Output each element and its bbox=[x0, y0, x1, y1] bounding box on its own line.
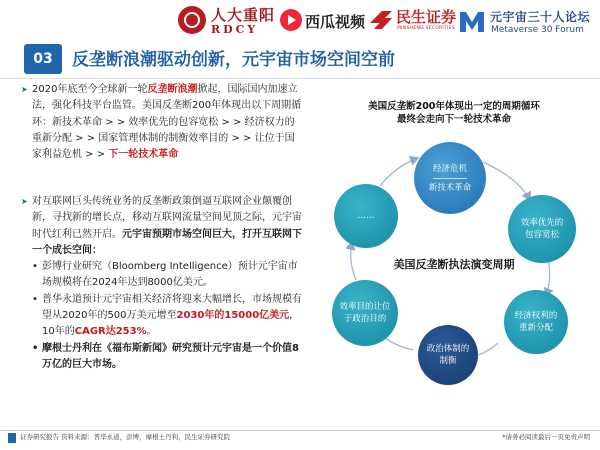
node-text: 经济权利的 bbox=[514, 311, 558, 321]
node-text: 于政治目的 bbox=[343, 314, 387, 324]
bullet-pwc-a: 普华永道预计元宇宙相关经济将迎来大幅增长，市场规模有望从2020年的500万美元增至 bbox=[42, 293, 302, 322]
diagram-title-line1: 美国反垄断200年体现出一定的周期循环 bbox=[368, 101, 540, 112]
meta30-english: Metaverse 30 Forum bbox=[491, 25, 584, 35]
bullet-pwc-end: 。 bbox=[146, 326, 157, 338]
node-text: 经济危机 bbox=[432, 163, 467, 174]
xigua-name: 西瓜视频 bbox=[305, 13, 366, 31]
list-item bbox=[32, 292, 302, 341]
antitrust-cycle-diagram bbox=[318, 100, 590, 400]
list-item bbox=[32, 259, 302, 292]
node-text: 包容宽松 bbox=[524, 230, 559, 240]
node-text: 重新分配 bbox=[518, 323, 553, 333]
minsheng-mark-icon bbox=[368, 9, 394, 31]
meta30-mark-icon bbox=[458, 10, 486, 34]
cycle-node-political-goals bbox=[332, 280, 398, 346]
rdcy-logo bbox=[178, 5, 276, 39]
meta30-name: 元宇宙三十人论坛 bbox=[490, 10, 591, 24]
bullet-dot-icon: • bbox=[32, 293, 38, 305]
para1-text-b: 掀起，国际国内加速立法，强化科技平台监管。美国反垄断200年体现出以下周期循环：新技术革命 > > 效率优先的包容宽松 > > 经济权力的重新分配 > > 国家管理体制的制衡效率目的 > > 让位于国家利益危机 > > bbox=[32, 84, 302, 161]
minsheng-name: 民生证券 bbox=[396, 8, 457, 26]
cycle-node-tech-revolution bbox=[414, 142, 486, 214]
paragraph-metaverse-market bbox=[21, 194, 302, 373]
rdcy-abbr: RDCY bbox=[211, 23, 259, 36]
node-text: 新技术革命 bbox=[428, 182, 472, 193]
bullet-dot-icon: • bbox=[32, 342, 39, 354]
node-text: 效率优先的 bbox=[520, 218, 564, 228]
bullet-morgan-stanley: 摩根士丹利在《福布斯新闻》研究预计元宇宙是一个价值8万亿的巨大市场。 bbox=[42, 342, 299, 370]
bullet-pwc-c: ，10年的 bbox=[42, 310, 300, 338]
list-item bbox=[32, 341, 302, 374]
arrow-bullet-icon: ➤ bbox=[21, 197, 28, 206]
para1-text-a: 2020年底至今全球新一轮 bbox=[32, 84, 148, 95]
title-divider bbox=[0, 78, 600, 79]
logo-bar bbox=[0, 0, 600, 40]
bullet-pwc-cagr: CAGR达253% bbox=[74, 326, 147, 338]
cycle-node-political-checks bbox=[418, 325, 478, 385]
minsheng-english: MINSHENG SECURITIES bbox=[397, 26, 456, 31]
cycle-node-redistribution bbox=[504, 290, 568, 354]
cycle-node-efficiency bbox=[508, 195, 576, 263]
bullet-pwc-highlight: 2030年的15000亿美元 bbox=[176, 310, 290, 322]
node-text: 效率目的让位 bbox=[339, 302, 391, 312]
rdcy-seal-icon bbox=[178, 6, 206, 34]
para1-highlight-b: 下一轮技术革命 bbox=[108, 149, 179, 161]
rdcy-name: 人大重阳 bbox=[211, 6, 276, 24]
footer-divider bbox=[0, 430, 600, 431]
para1-highlight-a: 反垄断浪潮 bbox=[147, 84, 198, 95]
para2-text: 对互联网巨头传统业务的反垄断政策倒逼互联网企业颠覆创新，寻找新的增长点，移动互联网流量空间见顶之际，元宇宙时代红利已然开启。 bbox=[32, 196, 302, 240]
section-number: 03 bbox=[24, 44, 62, 74]
diagram-title-line2: 最终会走向下一轮技术革命 bbox=[396, 114, 511, 125]
arrow-bullet-icon: ➤ bbox=[21, 85, 28, 94]
node-text: …… bbox=[357, 211, 375, 221]
cycle-center-label: 美国反垄断执法演变周期 bbox=[393, 258, 515, 271]
footer-source: 证券研究报告 资料来源：普华永道，彭博，摩根士丹利，民生证券研究院 bbox=[20, 433, 231, 441]
footer-disclaimer: *请务必阅读最后一页免责声明 bbox=[502, 433, 590, 441]
page-title: 反垄断浪潮驱动创新，元宇宙市场空间空前 bbox=[72, 50, 395, 70]
cycle-node-ellipsis bbox=[334, 184, 398, 248]
para2-bold: 元宇宙预期市场空间巨大，打开互联网下一个成长空间： bbox=[32, 228, 302, 256]
report-icon bbox=[8, 433, 16, 443]
arrow-6-to-1 bbox=[380, 158, 418, 186]
node-text: 政治体制的 bbox=[426, 344, 470, 354]
play-icon bbox=[280, 9, 302, 31]
node-text: 制衡 bbox=[439, 356, 457, 366]
bullet-bloomberg: 彭博行业研究（Bloomberg Intelligence）预计元宇宙市场规模将在2024年达到8000亿美元。 bbox=[42, 261, 298, 289]
arrow-1-to-2 bbox=[483, 162, 530, 200]
bullet-dot-icon: • bbox=[32, 261, 38, 273]
paragraph-antitrust-cycle bbox=[21, 82, 302, 163]
